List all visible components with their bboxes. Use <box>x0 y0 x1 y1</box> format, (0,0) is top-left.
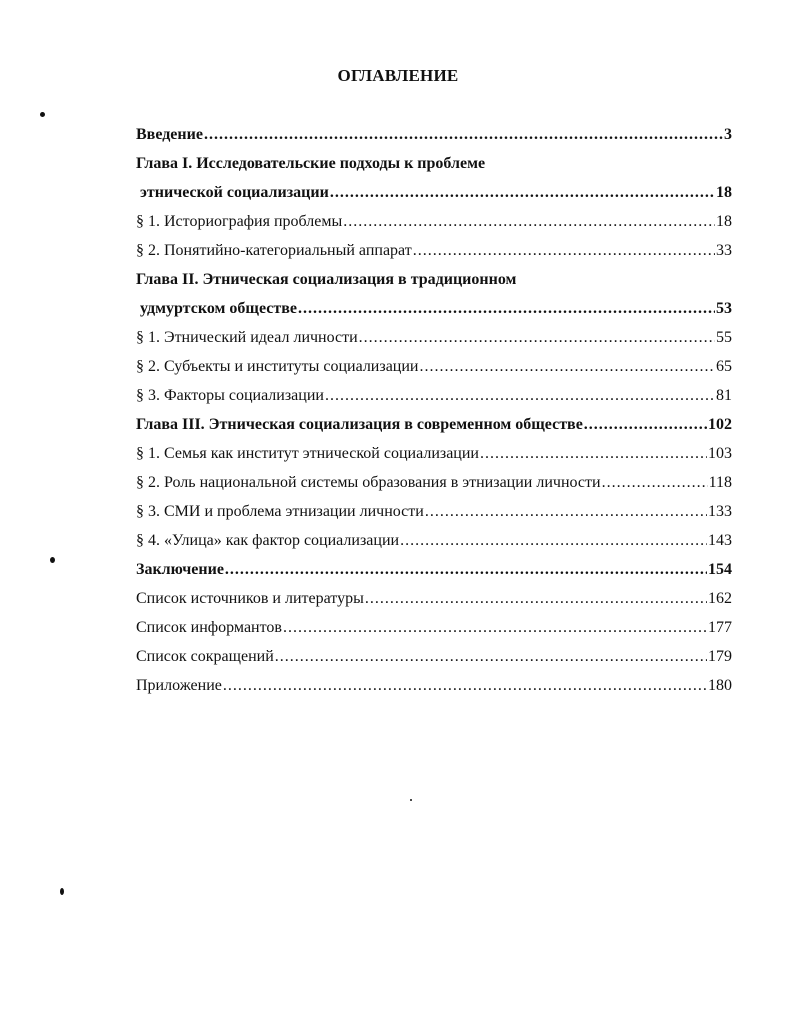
toc-entry <box>136 212 732 241</box>
toc-entry-title: § 4. «Улица» как фактор социализации <box>136 532 400 549</box>
toc-entry <box>136 299 732 328</box>
dot-leader <box>298 299 715 319</box>
toc-entry <box>136 328 732 357</box>
toc-entry <box>136 444 732 473</box>
dot-leader <box>204 125 723 145</box>
scan-speck <box>50 557 55 563</box>
toc-entry-title: Глава II. Этническая социализация в традиционном <box>136 271 517 288</box>
toc-entry-page: 33 <box>716 242 732 259</box>
dot-leader <box>359 328 715 348</box>
toc-entry <box>136 357 732 386</box>
table-of-contents <box>136 125 732 705</box>
toc-entry-title: Глава III. Этническая социализация в современном обществе <box>136 416 583 433</box>
toc-entry-title: Введение <box>136 126 203 143</box>
toc-entry-page: 18 <box>716 184 732 201</box>
dot-leader <box>419 357 715 377</box>
dot-leader <box>400 531 707 551</box>
scan-speck <box>410 799 412 801</box>
toc-entry-page: 179 <box>708 648 732 665</box>
toc-entry-title: Список информантов <box>136 619 282 636</box>
scan-speck <box>40 112 45 117</box>
toc-entry-title: Глава I. Исследовательские подходы к проблеме <box>136 155 486 172</box>
toc-entry <box>136 154 732 183</box>
toc-entry <box>136 183 732 212</box>
dot-leader <box>425 502 707 522</box>
toc-entry-title: § 2. Субъекты и институты социализации <box>136 358 419 375</box>
toc-entry <box>136 647 732 676</box>
dot-leader <box>480 444 707 464</box>
toc-entry-title: Список источников и литературы <box>136 590 364 607</box>
toc-entry-title: этнической социализации <box>140 184 329 201</box>
dot-leader <box>365 589 707 609</box>
toc-entry-title: § 1. Историография проблемы <box>136 213 343 230</box>
toc-entry <box>136 125 732 154</box>
toc-entry-page: 180 <box>708 677 732 694</box>
toc-entry-title: § 2. Роль национальной системы образования в этнизации личности <box>136 474 601 491</box>
toc-entry-page: 143 <box>708 532 732 549</box>
toc-entry-title: Список сокращений <box>136 648 274 665</box>
dot-leader <box>283 618 707 638</box>
toc-entry <box>136 241 732 270</box>
toc-entry <box>136 560 732 589</box>
toc-entry-page: 118 <box>708 474 732 491</box>
toc-entry-page: 133 <box>708 503 732 520</box>
toc-entry-page: 154 <box>708 561 732 578</box>
toc-entry <box>136 502 732 531</box>
dot-leader <box>584 415 707 435</box>
toc-entry-title: § 1. Семья как институт этнической социализации <box>136 445 479 462</box>
toc-entry-title: Заключение <box>136 561 224 578</box>
toc-entry-title: § 3. Факторы социализации <box>136 387 324 404</box>
toc-entry-page: 81 <box>716 387 732 404</box>
page-title: ОГЛАВЛЕНИЕ <box>337 66 459 85</box>
scan-speck <box>60 888 64 895</box>
toc-entry-page: 65 <box>716 358 732 375</box>
dot-leader <box>343 212 715 232</box>
toc-entry <box>136 415 732 444</box>
toc-entry-page: 103 <box>708 445 732 462</box>
dot-leader <box>275 647 707 667</box>
dot-leader <box>602 473 708 493</box>
toc-entry-title: § 3. СМИ и проблема этнизации личности <box>136 503 424 520</box>
toc-entry-title: § 2. Понятийно-категориальный аппарат <box>136 242 412 259</box>
toc-entry-page: 3 <box>724 126 732 143</box>
toc-entry-title: § 1. Этнический идеал личности <box>136 329 358 346</box>
dot-leader <box>330 183 715 203</box>
toc-entry-page: 102 <box>708 416 732 433</box>
toc-entry-title: Приложение <box>136 677 222 694</box>
toc-entry-page: 53 <box>716 300 732 317</box>
toc-entry-page: 55 <box>716 329 732 346</box>
toc-entry <box>136 531 732 560</box>
dot-leader <box>223 676 707 696</box>
toc-entry-title: удмуртском обществе <box>140 300 297 317</box>
dot-leader <box>225 560 707 580</box>
toc-entry-page: 162 <box>708 590 732 607</box>
toc-entry-page: 177 <box>708 619 732 636</box>
toc-entry <box>136 618 732 647</box>
toc-entry <box>136 676 732 705</box>
dot-leader <box>325 386 715 406</box>
dot-leader <box>413 241 715 261</box>
toc-entry <box>136 386 732 415</box>
toc-entry <box>136 473 732 502</box>
toc-entry <box>136 589 732 618</box>
toc-entry <box>136 270 732 299</box>
toc-entry-page: 18 <box>716 213 732 230</box>
